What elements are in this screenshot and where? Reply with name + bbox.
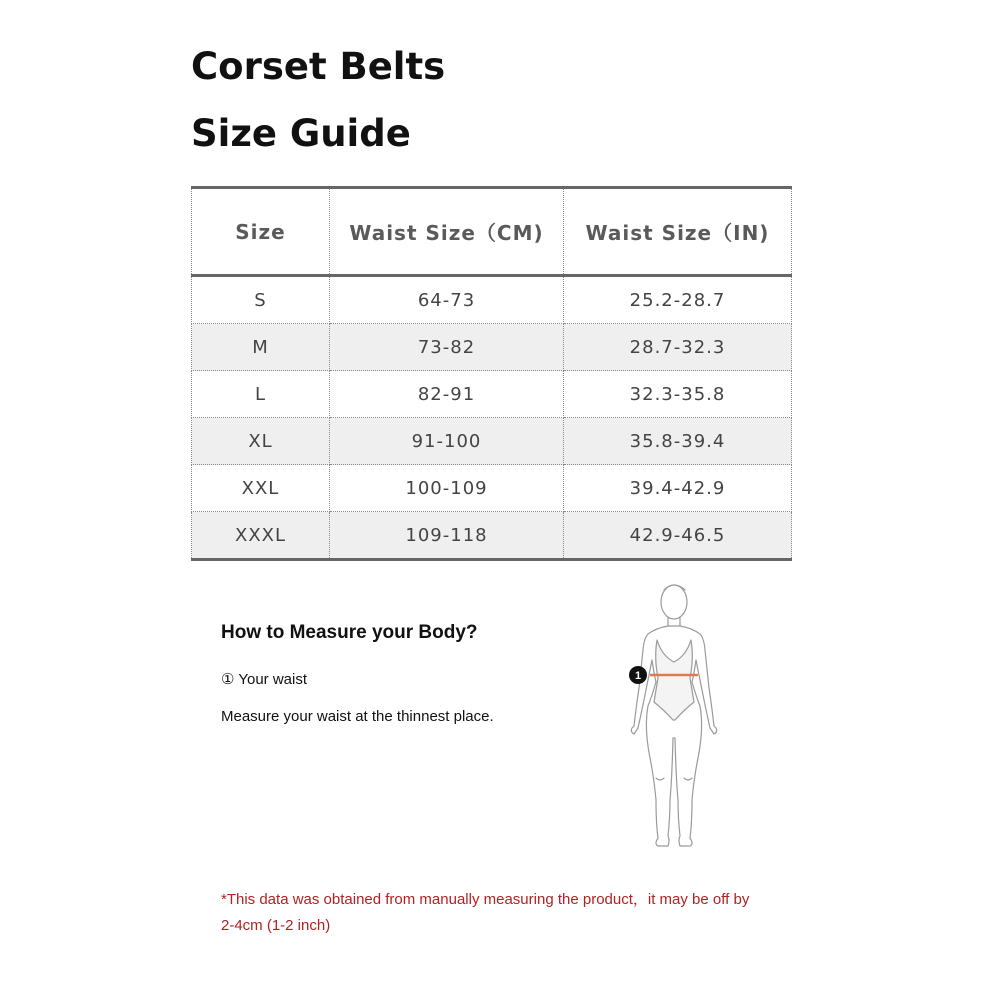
waist-marker-number: 1 — [634, 670, 642, 682]
cell-waist-cm: 82-91 — [330, 371, 564, 418]
header-waist-in: Waist Size（IN) — [564, 188, 792, 276]
cell-waist-in: 32.3-35.8 — [564, 371, 792, 418]
table-row — [192, 371, 792, 418]
measure-heading: How to Measure your Body? — [221, 622, 478, 643]
page-subtitle: Size Guide — [191, 112, 411, 155]
table-row — [192, 324, 792, 371]
cell-size: L — [192, 371, 330, 418]
disclaimer-note — [221, 887, 801, 939]
cell-waist-in: 25.2-28.7 — [564, 276, 792, 324]
measure-instruction: Measure your waist at the thinnest place. — [221, 708, 494, 725]
cell-waist-in: 39.4-42.9 — [564, 465, 792, 512]
disclaimer-line-2: 2-4cm (1-2 inch) — [221, 917, 331, 934]
cell-waist-cm: 73-82 — [330, 324, 564, 371]
cell-size: XXXL — [192, 512, 330, 560]
table-header-row — [192, 188, 792, 276]
body-figure-illustration — [618, 578, 728, 853]
table-row — [192, 512, 792, 560]
body-outline-icon — [618, 578, 728, 853]
cell-waist-cm: 91-100 — [330, 418, 564, 465]
table-row — [192, 465, 792, 512]
cell-size: M — [192, 324, 330, 371]
size-table — [191, 186, 792, 561]
cell-waist-in: 28.7-32.3 — [564, 324, 792, 371]
table-row — [192, 418, 792, 465]
cell-waist-cm: 109-118 — [330, 512, 564, 560]
header-size: Size — [192, 188, 330, 276]
header-waist-cm: Waist Size（CM) — [330, 188, 564, 276]
cell-waist-cm: 64-73 — [330, 276, 564, 324]
waist-item-label: ① Your waist — [221, 671, 307, 688]
cell-waist-in: 35.8-39.4 — [564, 418, 792, 465]
cell-size: XXL — [192, 465, 330, 512]
cell-size: XL — [192, 418, 330, 465]
cell-waist-cm: 100-109 — [330, 465, 564, 512]
disclaimer-line-1: *This data was obtained from manually measuring the product，it may be off by — [221, 891, 750, 908]
page-title: Corset Belts — [191, 45, 446, 88]
table-row — [192, 276, 792, 324]
cell-waist-in: 42.9-46.5 — [564, 512, 792, 560]
cell-size: S — [192, 276, 330, 324]
